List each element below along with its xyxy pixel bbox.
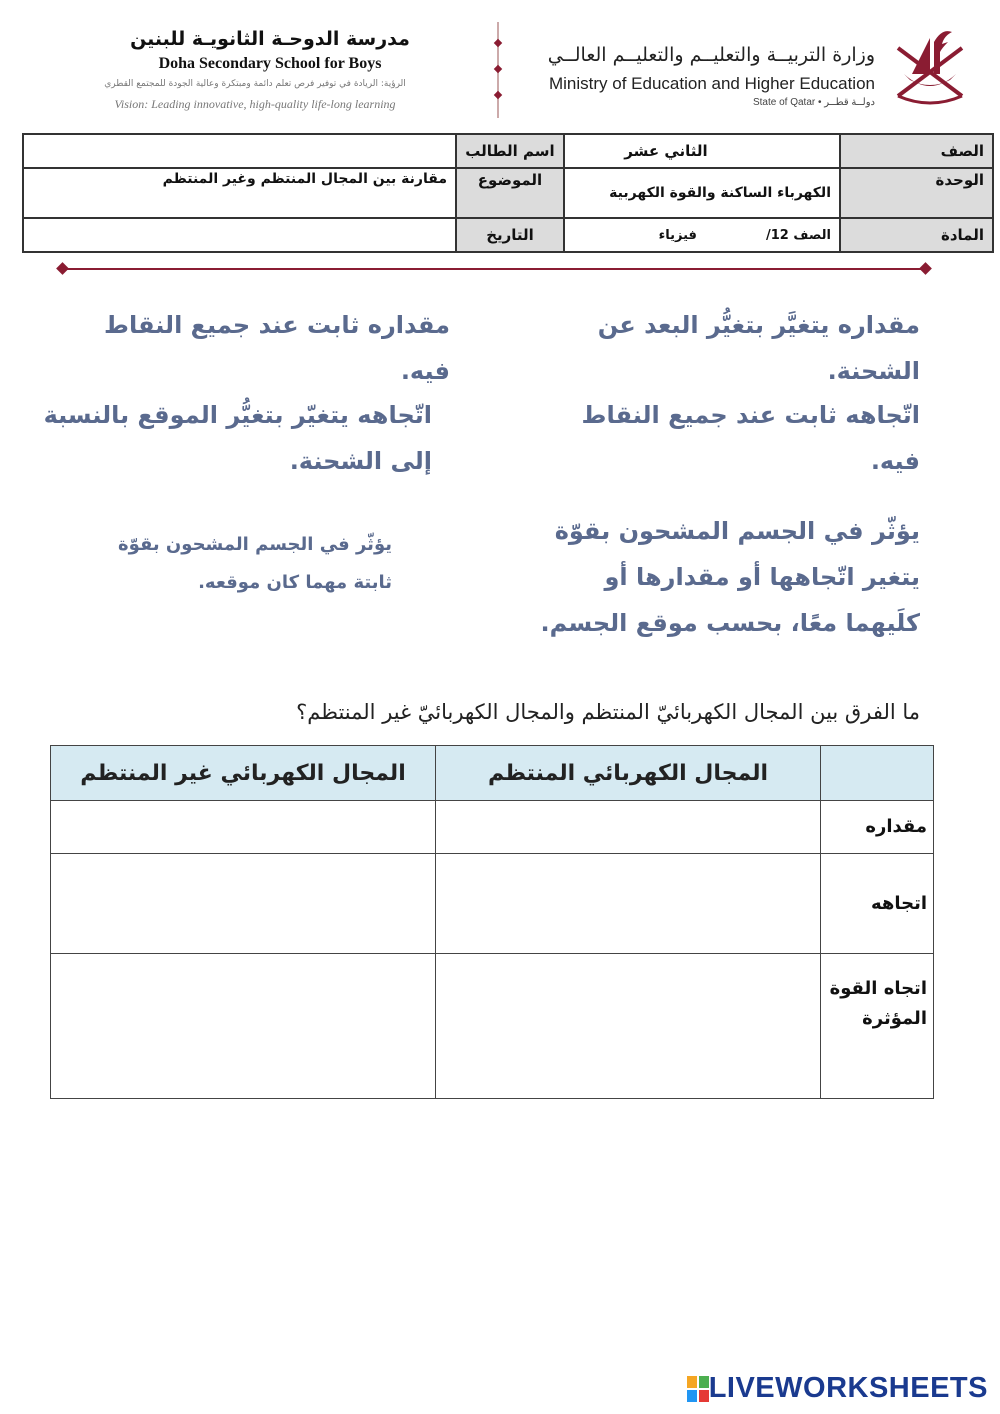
unit-value: الكهرباء الساكنة والقوة الكهربية (564, 168, 840, 218)
answer-drop-zone[interactable] (51, 954, 436, 1099)
statement-card[interactable]: اتّجاهه ثابت عند جميع النقاط فيه. (581, 401, 920, 475)
column-header-nonuniform: المجال الكهربائي غير المنتظم (51, 746, 436, 801)
topic-value: مقارنة بين المجال المنتظم وغير المنتظم (23, 168, 456, 218)
subject-cell (564, 218, 840, 252)
question-text: ما الفرق بين المجال الكهربائيّ المنتظم والمجال الكهربائيّ غير المنتظم؟ (296, 700, 920, 724)
row-label-direction: اتجاهه (821, 854, 934, 954)
statement-card[interactable]: مقداره يتغيَّر بتغيُّر البعد عن الشحنة. (597, 311, 920, 385)
ministry-name-ar: وزارة التربيــة والتعليــم والتعليــم العالــي (547, 44, 875, 66)
answer-drop-zone[interactable] (436, 854, 821, 954)
corner-cell (821, 746, 934, 801)
divider-dot (494, 65, 502, 73)
statement-card[interactable]: مقداره ثابت عند جميع النقاط فيه. (104, 311, 450, 385)
date-label: التاريخ (456, 218, 564, 252)
answer-drop-zone[interactable] (51, 854, 436, 954)
statement-card[interactable]: اتّجاهه يتغيّر بتغيُّر الموقع بالنسبة إلى الشحنة. (43, 401, 432, 475)
subject-value: فيزياء (658, 227, 697, 243)
row-label-magnitude: مقداره (821, 801, 934, 854)
grade-label: الصف (840, 134, 993, 168)
date-field[interactable] (23, 218, 456, 252)
vision-en: Vision: Leading innovative, high-quality life-long learning (114, 97, 396, 111)
statement-card[interactable]: يؤثّر في الجسم المشحون بقوّة يتغير اتّجاهها أو مقدارها أو كلَيهما معًا، بحسب موقع الجسم. (540, 517, 920, 637)
liveworksheets-logo[interactable] (683, 1372, 988, 1405)
statement-card[interactable]: يؤثّر في الجسم المشحون بقوّة ثابتة مهما كان موقعه. (118, 534, 392, 593)
answer-drop-zone[interactable] (436, 801, 821, 854)
comparison-table (50, 745, 934, 1099)
divider-end-dot (56, 262, 69, 275)
brand-text: LIVEWORKSHEETS (708, 1372, 988, 1404)
liveworksheets-icon (687, 1376, 709, 1402)
info-table (22, 133, 994, 253)
student-name-field[interactable] (23, 134, 456, 168)
section-divider (62, 268, 928, 270)
ministry-name-en: Ministry of Education and Higher Education (548, 74, 875, 93)
subject-label: المادة (840, 218, 993, 252)
answer-drop-zone[interactable] (51, 801, 436, 854)
student-name-label: اسم الطالب (456, 134, 564, 168)
grade-value: الثاني عشر (564, 134, 840, 168)
row-label-force-direction: اتجاه القوة المؤثرة (821, 954, 934, 1099)
answer-drop-zone[interactable] (436, 954, 821, 1099)
state-label: State of Qatar • دولــة قطــر (752, 97, 875, 108)
unit-label: الوحدة (840, 168, 993, 218)
qatar-emblem-icon (890, 18, 970, 114)
class-value: الصف 12/ (766, 227, 831, 243)
divider-end-dot (919, 262, 932, 275)
column-header-uniform: المجال الكهربائي المنتظم (436, 746, 821, 801)
divider-dot (494, 91, 502, 99)
school-name-ar: مدرسة الدوحـة الثانويـة للبنين (130, 28, 410, 50)
divider-dot (494, 39, 502, 47)
vision-ar: الرؤية: الريادة في توفير فرص تعلم دائمة ومبتكرة وعالية الجودة للمجتمع القطري (104, 79, 406, 89)
school-name-en: Doha Secondary School for Boys (158, 55, 382, 72)
topic-label: الموضوع (456, 168, 564, 218)
